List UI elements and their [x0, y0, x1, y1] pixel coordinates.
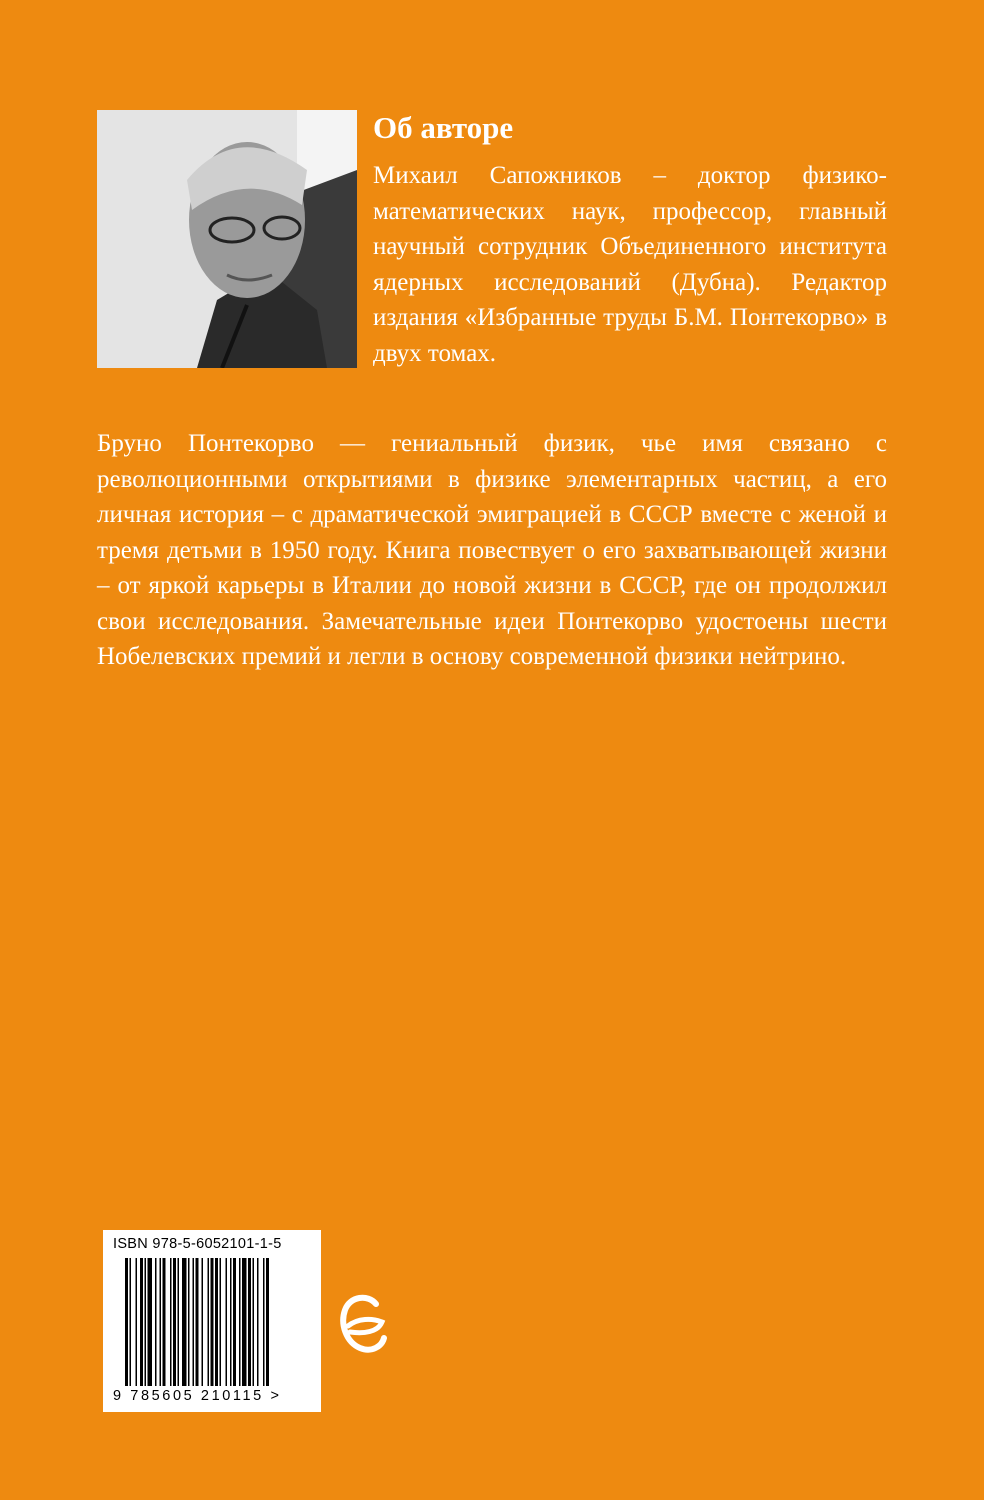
ean-digits: 9 785605 210115 > — [113, 1388, 282, 1404]
author-photo — [97, 110, 357, 368]
author-heading: Об авторе — [373, 110, 514, 145]
author-bio: Михаил Сапожников – доктор физико-математических наук, профессор, главный научный сотрудник Объединенного института ядерных исследований (Дубна). Редактор издания «Избранные труды Б.М. Понтекорво» в двух томах. — [373, 162, 887, 367]
barcode-bars — [125, 1258, 311, 1386]
eksmo-e-logo-icon — [338, 1292, 388, 1356]
barcode-box — [103, 1230, 321, 1412]
book-description: Бруно Понтекорво — гениальный физик, чье имя связано с революционными открытиями в физике элементарных частиц, а его личная история – с драматической эмиграцией в СССР вместе с женой и тремя детьми в 1950 году. Книга повествует о его захватывающей жизни – от яркой карьеры в Италии до новой жизни в СССР, где он продолжил свои исследования. Замечательные идеи Понтекорво удостоены шести Нобелевских премий и легли в основу современной физики нейтрино. — [97, 430, 887, 670]
isbn-label: ISBN 978-5-6052101-1-5 — [113, 1236, 282, 1252]
